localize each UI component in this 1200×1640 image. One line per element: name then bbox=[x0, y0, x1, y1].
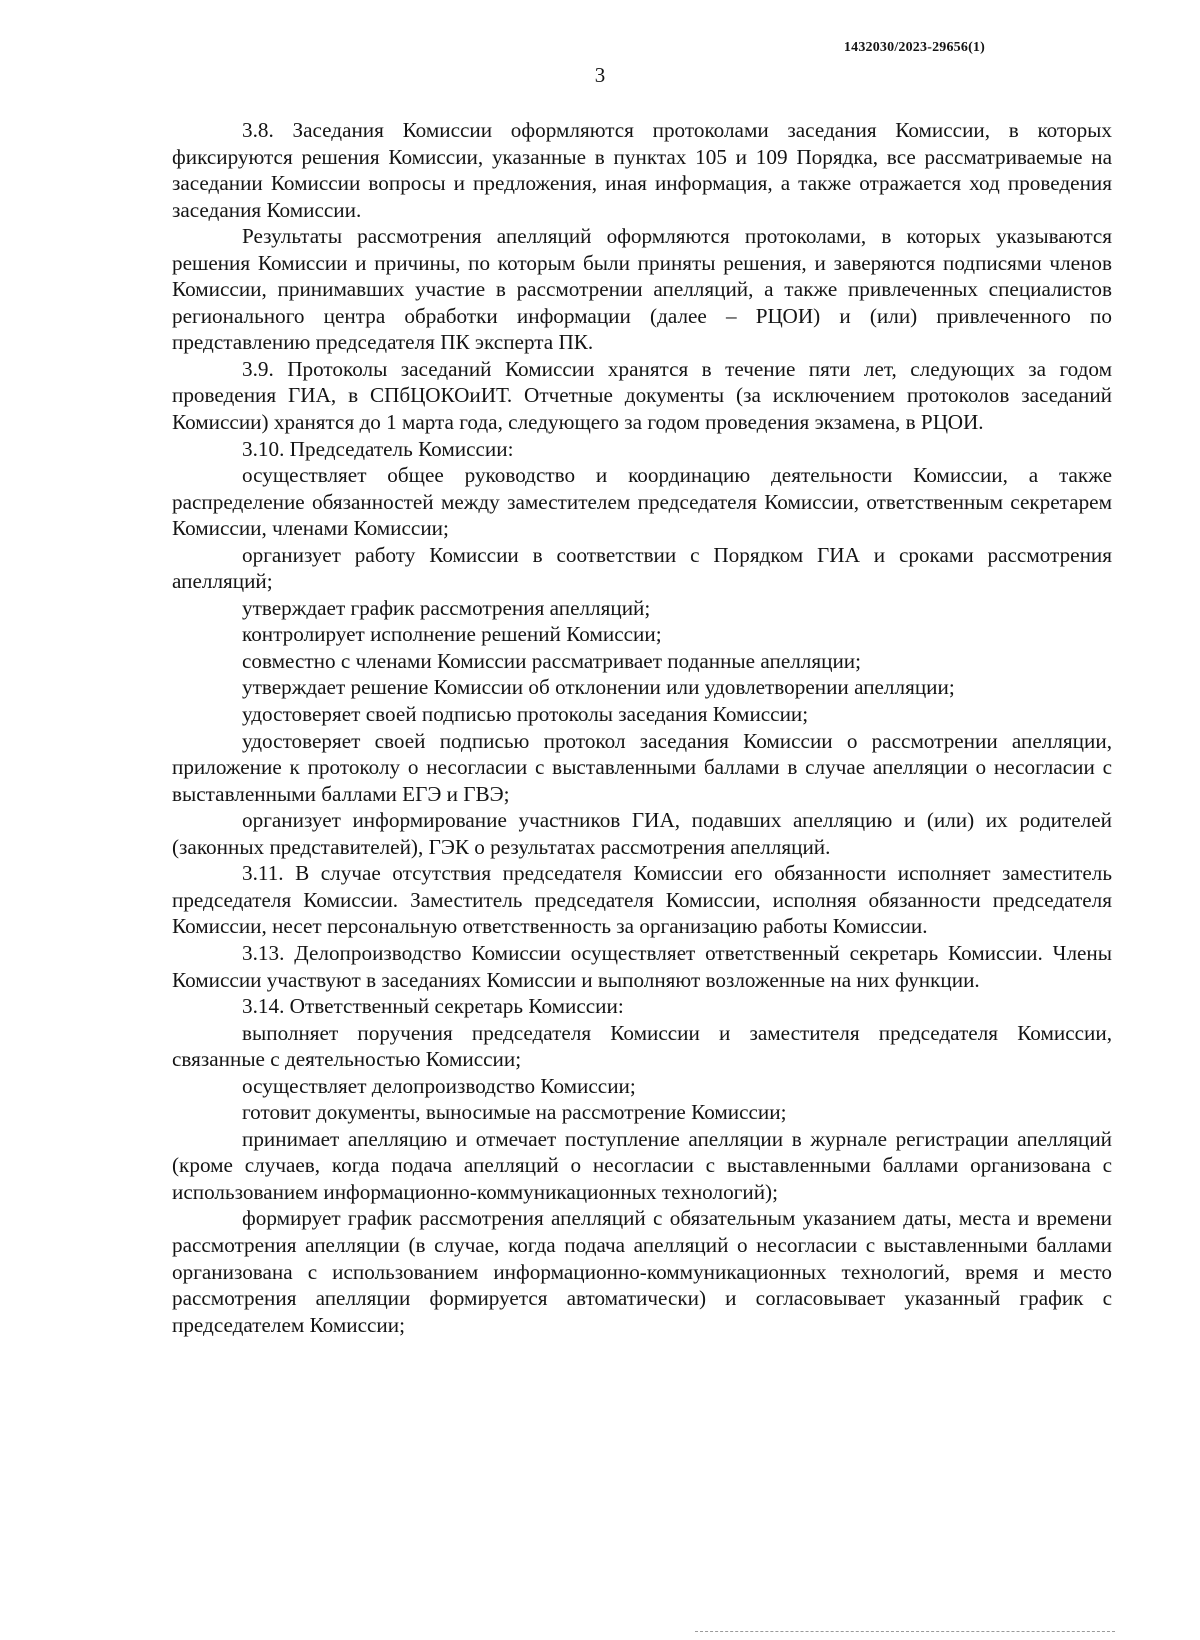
list-item: организует информирование участников ГИА, подавших апелляцию и (или) их родителей (законных представителей), ГЭК о результатах рассмотрения апелляций. bbox=[172, 808, 1112, 859]
paragraph-appeal-results: Результаты рассмотрения апелляций оформляются протоколами, в которых указываются решения Комиссии и причины, по которым были приняты решения, и заверяются подписями членов Комиссии, принимавших участие в рассмотрении апелляций, а также привлеченных специалистов регионального центра обработки информации (далее – РЦОИ) и (или) привлеченного по представлению председателя ПК эксперта ПК. bbox=[172, 224, 1112, 355]
list-item: удостоверяет своей подписью протоколы заседания Комиссии; bbox=[242, 702, 809, 727]
list-item: выполняет поручения председателя Комиссии и заместителя председателя Комиссии, связанные с деятельностью Комиссии; bbox=[172, 1020, 1112, 1072]
list-item: осуществляет делопроизводство Комиссии; bbox=[242, 1073, 636, 1098]
paragraph-3-9: 3.9. Протоколы заседаний Комиссии хранятся в течение пяти лет, следующих за годом проведения ГИА, в СПбЦОКОиИТ. Отчетные документы (за исключением протоколов заседаний Комиссии) хранятся до 1 марта года, следующего за годом проведения экзамена, в РЦОИ. bbox=[172, 356, 1112, 435]
list-item: осуществляет общее руководство и координацию деятельности Комиссии, а также распределение обязанностей между заместителем председателя Комиссии, ответственным секретарем Комиссии, членами Комиссии; bbox=[172, 463, 1112, 541]
list-item: принимает апелляцию и отмечает поступление апелляции в журнале регистрации апелляций (кроме случаев, когда подача апелляций о несогласии с выставленными баллами организована с использованием информационно-коммуникационных технологий); bbox=[172, 1126, 1112, 1204]
page-number: 3 bbox=[594, 63, 606, 87]
paragraph-3-11: 3.11. В случае отсутствия председателя Комиссии его обязанности исполняет заместитель председателя Комиссии. Заместитель председателя Комиссии, исполняя обязанности председателя Комиссии, несет персональную ответственность за организацию работы Комиссии. bbox=[172, 861, 1112, 939]
list-item: готовит документы, выносимые на рассмотрение Комиссии; bbox=[242, 1100, 787, 1125]
list-item: контролирует исполнение решений Комиссии; bbox=[242, 622, 662, 647]
paragraph-3-13: 3.13. Делопроизводство Комиссии осуществляет ответственный секретарь Комиссии. Члены Комиссии участвуют в заседаниях Комиссии и выполняют возложенные на них функции. bbox=[172, 940, 1112, 992]
paragraph-3-10-heading: 3.10. Председатель Комиссии: bbox=[242, 436, 514, 461]
paragraph-3-14-heading: 3.14. Ответственный секретарь Комиссии: bbox=[242, 994, 624, 1019]
list-item: формирует график рассмотрения апелляций с обязательным указанием даты, места и времени рассмотрения апелляции (в случае, когда подача апелляций о несогласии с выставленными баллами организована с использованием информационно-коммуникационных технологий, время и место рассмотрения апелляции формируется автоматически) и согласовывает указанный график с председателем Комиссии; bbox=[172, 1206, 1112, 1337]
list-item: утверждает график рассмотрения апелляций; bbox=[242, 595, 651, 620]
document-body bbox=[172, 117, 1112, 1338]
paragraph-3-8: 3.8. Заседания Комиссии оформляются протоколами заседания Комиссии, в которых фиксируются решения Комиссии, указанные в пунктах 105 и 109 Порядка, все рассматриваемые на заседании Комиссии вопросы и предложения, иная информация, а также отражается ход проведения заседания Комиссии. bbox=[172, 118, 1112, 222]
list-item: совместно с членами Комиссии рассматривает поданные апелляции; bbox=[242, 648, 862, 673]
document-number: 1432030/2023-29656(1) bbox=[843, 40, 985, 55]
list-item: утверждает решение Комиссии об отклонении или удовлетворении апелляции; bbox=[242, 675, 955, 700]
bottom-divider bbox=[695, 1631, 1115, 1632]
list-item: удостоверяет своей подписью протокол заседания Комиссии о рассмотрении апелляции, приложение к протоколу о несогласии с выставленными баллами в случае апелляции о несогласии с выставленными баллами ЕГЭ и ГВЭ; bbox=[172, 728, 1112, 806]
list-item: организует работу Комиссии в соответствии с Порядком ГИА и сроками рассмотрения апелляций; bbox=[172, 542, 1112, 594]
